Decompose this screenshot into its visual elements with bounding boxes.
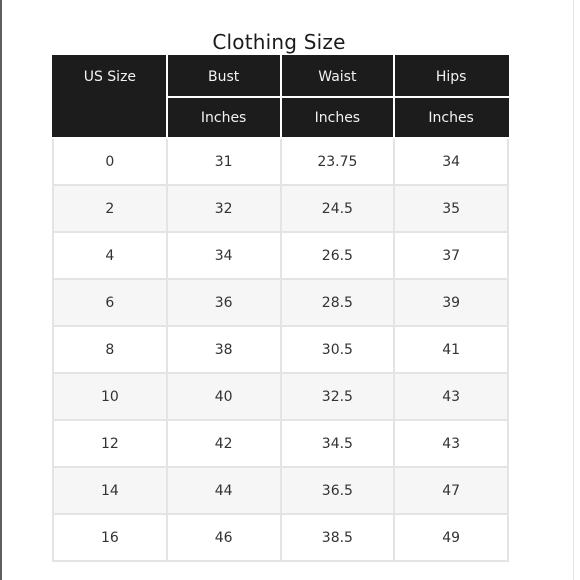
cell-size: 8 [53,326,167,373]
cell-waist: 30.5 [281,326,395,373]
cell-size: 0 [53,138,167,185]
header-bust: Bust [167,56,281,97]
cell-size: 12 [53,420,167,467]
table-row [53,232,508,279]
cell-waist: 28.5 [281,279,395,326]
cell-size: 10 [53,373,167,420]
table-row [53,420,508,467]
table-body [53,138,508,561]
table-header [53,56,508,138]
cell-waist: 34.5 [281,420,395,467]
cell-bust: 36 [167,279,281,326]
cell-hips: 35 [394,185,508,232]
cell-waist: 38.5 [281,514,395,561]
cell-hips: 39 [394,279,508,326]
cell-size: 14 [53,467,167,514]
right-edge-line [573,0,574,580]
cell-bust: 44 [167,467,281,514]
cell-bust: 38 [167,326,281,373]
cell-size: 6 [53,279,167,326]
cell-waist: 32.5 [281,373,395,420]
size-chart-table [52,55,509,562]
header-waist: Waist [281,56,395,97]
cell-bust: 32 [167,185,281,232]
cell-hips: 34 [394,138,508,185]
cell-hips: 43 [394,420,508,467]
cell-waist: 23.75 [281,138,395,185]
table-row [53,373,508,420]
unit-hips: Inches [394,97,508,138]
header-hips: Hips [394,56,508,97]
unit-waist: Inches [281,97,395,138]
cell-size: 2 [53,185,167,232]
cell-bust: 42 [167,420,281,467]
cell-hips: 49 [394,514,508,561]
left-edge-line [0,0,2,580]
cell-waist: 26.5 [281,232,395,279]
table-row [53,514,508,561]
cell-hips: 43 [394,373,508,420]
cell-bust: 40 [167,373,281,420]
header-us-size: US Size [53,56,167,138]
table-row [53,138,508,185]
cell-hips: 41 [394,326,508,373]
table-row [53,279,508,326]
table-row [53,467,508,514]
cell-size: 4 [53,232,167,279]
cell-bust: 46 [167,514,281,561]
cell-bust: 34 [167,232,281,279]
unit-bust: Inches [167,97,281,138]
table-row [53,326,508,373]
page-title: Clothing Size [212,30,346,54]
cell-bust: 31 [167,138,281,185]
cell-waist: 24.5 [281,185,395,232]
cell-waist: 36.5 [281,467,395,514]
table-row [53,185,508,232]
header-row [53,56,508,97]
cell-hips: 37 [394,232,508,279]
cell-size: 16 [53,514,167,561]
cell-hips: 47 [394,467,508,514]
